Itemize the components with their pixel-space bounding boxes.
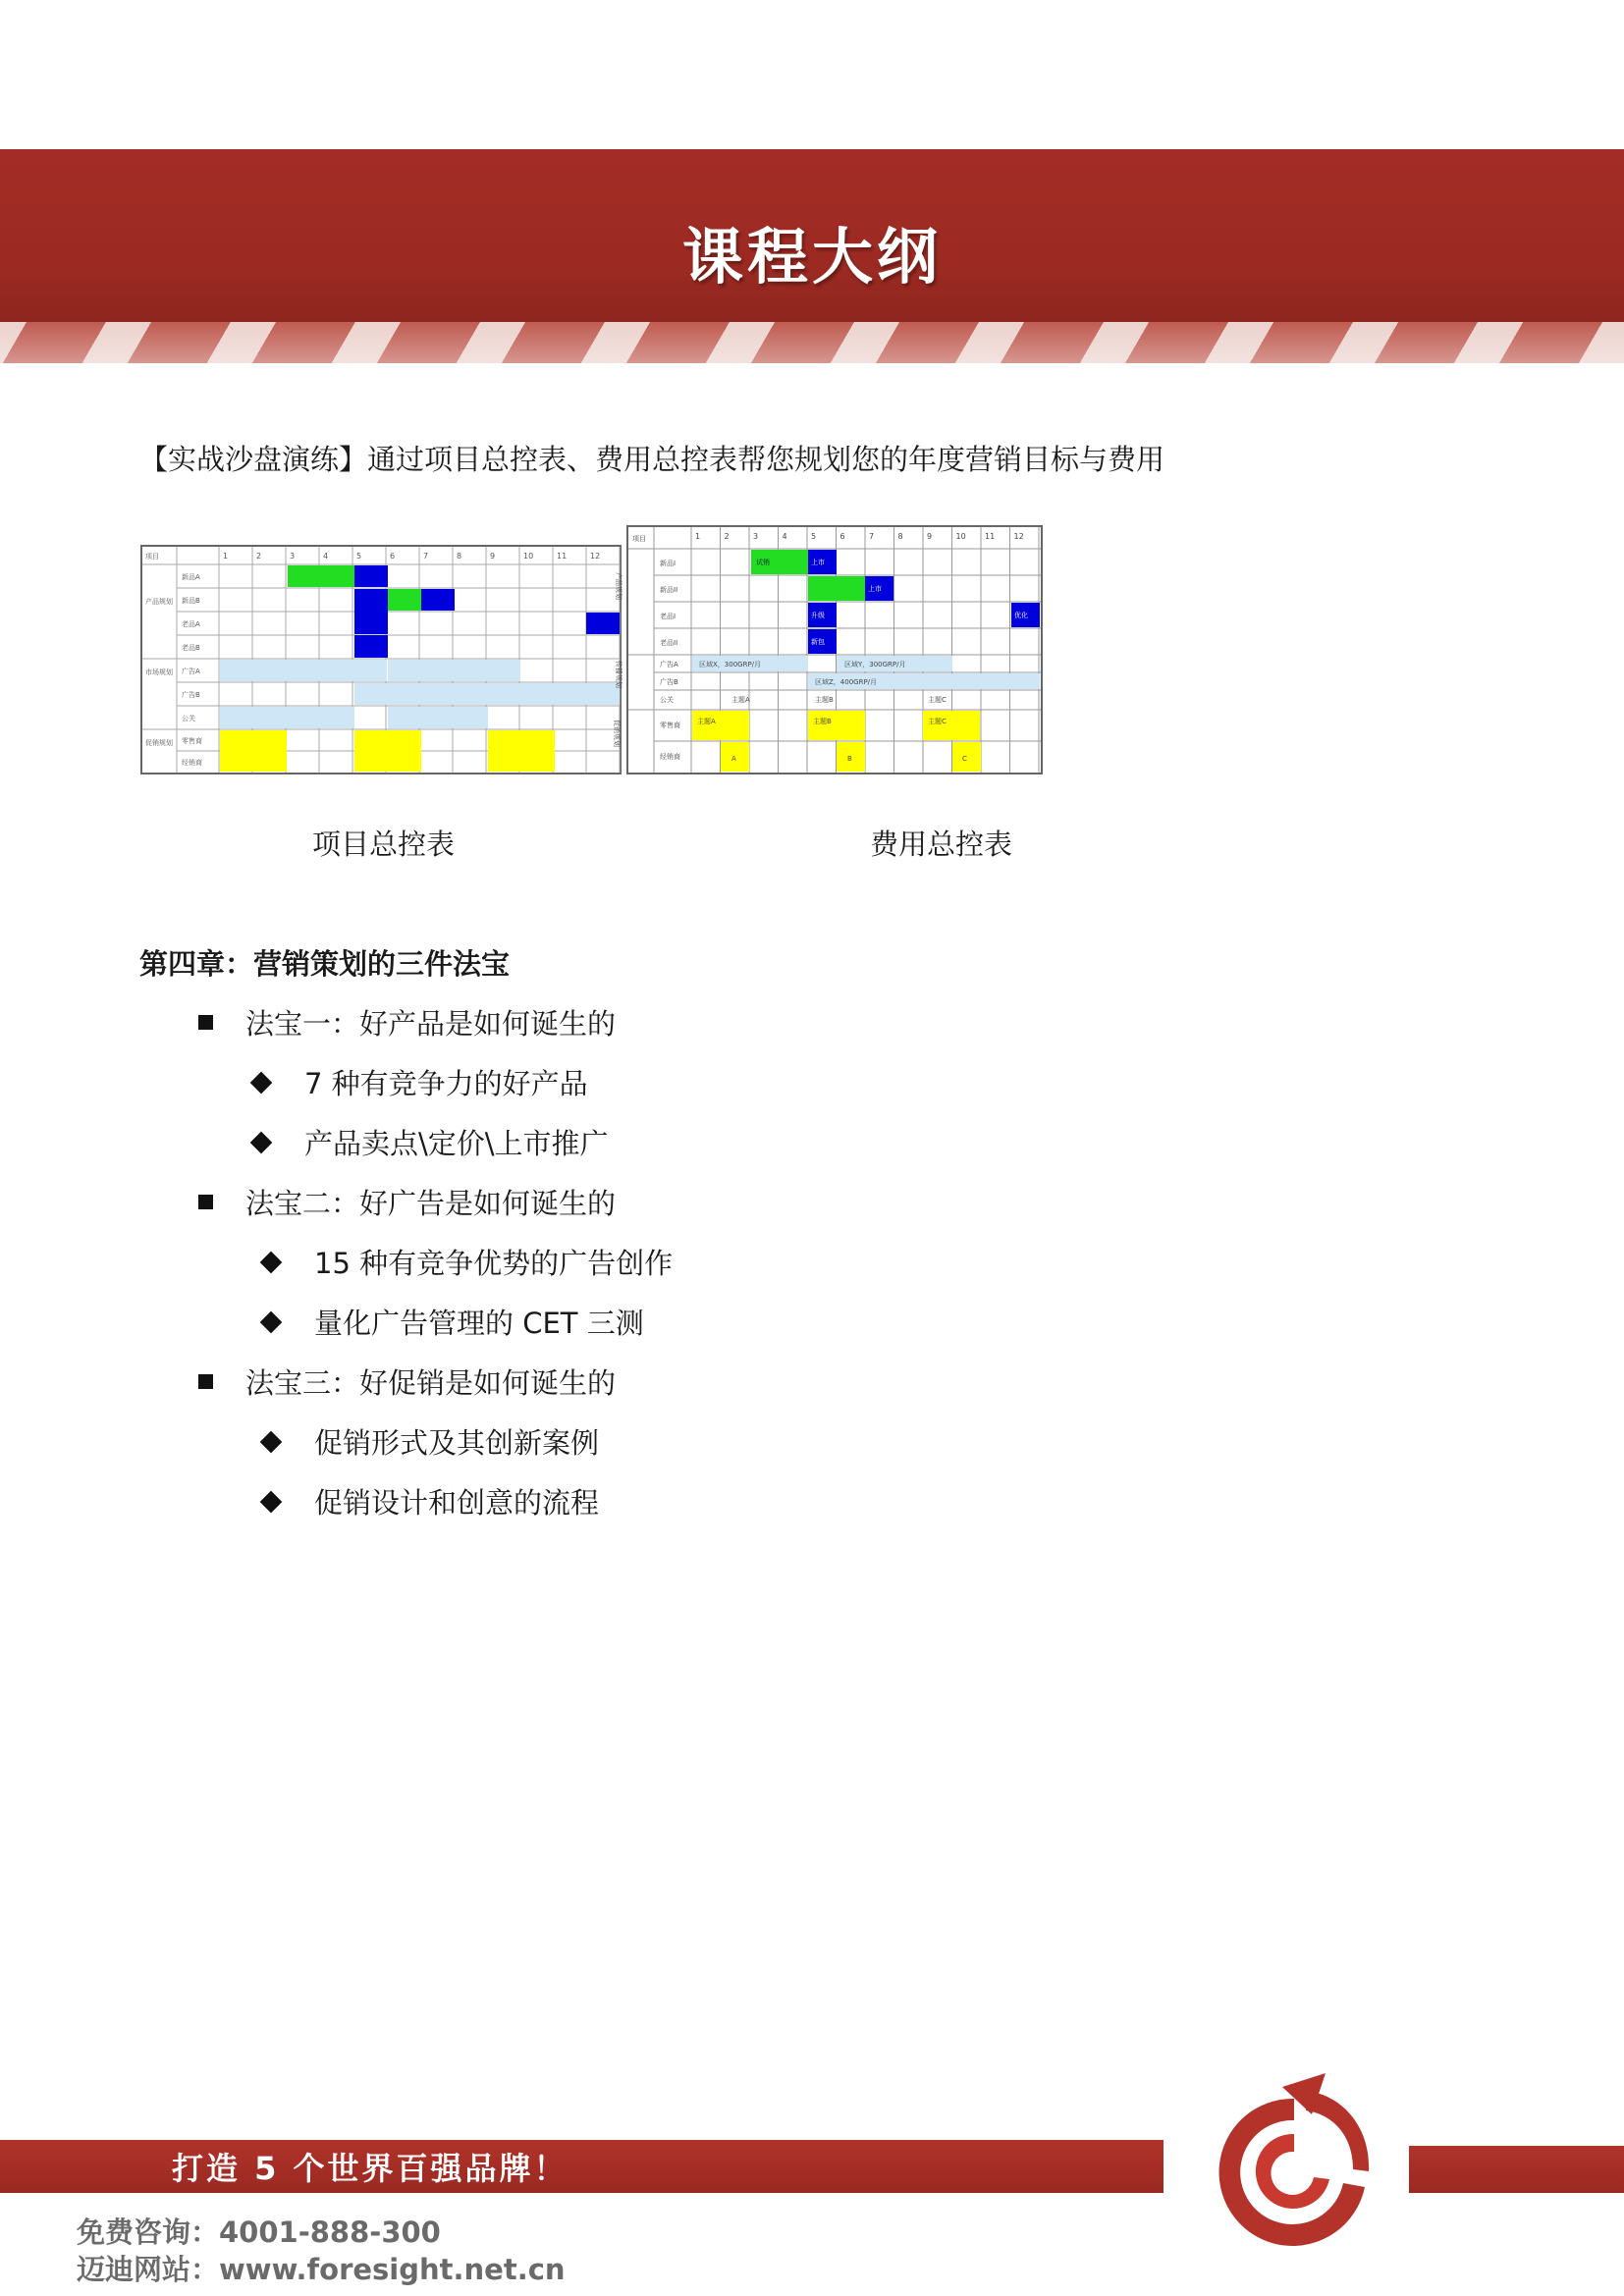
left-corner-label: 项目 (145, 553, 159, 561)
left-group-3: 促销规划 (145, 739, 173, 747)
section-1-item-1: 7 种有竞争力的好产品 (249, 1062, 588, 1102)
left-blue-d (354, 635, 388, 658)
left-lightblue-a (220, 660, 387, 681)
svg-text:新品II: 新品II (660, 586, 678, 594)
svg-text:新品I: 新品I (660, 560, 677, 567)
month-header-label: 10 (523, 552, 534, 561)
svg-text:经销商: 经销商 (182, 759, 202, 767)
footer-band-right (1409, 2146, 1624, 2193)
section-1-item-2: 产品卖点\定价\上市推广 (249, 1122, 609, 1162)
square-bullet-icon (198, 1195, 213, 1209)
left-blue-e (586, 613, 620, 634)
svg-text:主题B: 主题B (813, 718, 832, 725)
month-header-label: 1 (695, 532, 701, 541)
svg-text:上市: 上市 (811, 559, 825, 566)
svg-text:促销规划: 促销规划 (613, 720, 621, 747)
footer-website: 迈迪网站：www.foresight.net.cn (77, 2253, 566, 2286)
section-3-item-1: 促销形式及其创新案例 (259, 1421, 599, 1462)
svg-text:优化: 优化 (1014, 612, 1028, 619)
right-yellow-c (923, 711, 980, 740)
left-blue-a (354, 565, 388, 587)
svg-text:主题C: 主题C (928, 718, 947, 725)
month-header-label: 12 (590, 552, 601, 561)
svg-text:C: C (962, 755, 967, 763)
month-header-label: 2 (724, 532, 730, 541)
header-banner (0, 149, 1624, 322)
svg-text:B: B (847, 755, 852, 763)
cost-control-table (613, 525, 1043, 774)
svg-text:老品II: 老品II (660, 639, 678, 647)
square-bullet-icon (198, 1015, 213, 1030)
right-yellow-b (808, 711, 865, 740)
svg-text:主题A: 主题A (731, 696, 750, 704)
svg-text:经销商: 经销商 (660, 753, 680, 761)
month-header-label: 3 (753, 532, 759, 541)
month-header-label: 10 (955, 532, 966, 541)
section-2-item-1: 15 种有竞争优势的广告创作 (259, 1242, 673, 1282)
section-2: 法宝二：好广告是如何诞生的 (198, 1182, 616, 1222)
svg-text:区域Y，300GRP/月: 区域Y，300GRP/月 (844, 661, 906, 668)
square-bullet-icon (198, 1374, 213, 1389)
month-header-label: 9 (927, 532, 933, 541)
section-1: 法宝一：好产品是如何诞生的 (198, 1002, 616, 1042)
svg-text:老品B: 老品B (182, 644, 200, 652)
footer-slogan: 打造 5 个世界百强品牌！ (172, 2150, 568, 2187)
svg-text:老品A: 老品A (182, 620, 200, 628)
right-table-caption: 费用总控表 (870, 828, 1013, 861)
left-green-a (288, 565, 354, 587)
svg-text:新品B: 新品B (182, 597, 200, 605)
right-yellow-a (692, 711, 749, 740)
right-green-b (808, 576, 865, 601)
month-header-label: 6 (839, 532, 845, 541)
svg-text:主题A: 主题A (697, 718, 716, 725)
svg-text:新包: 新包 (811, 638, 825, 646)
month-header-label: 8 (897, 532, 903, 541)
left-blue-c (354, 589, 388, 634)
svg-text:区域Z，400GRP/月: 区域Z，400GRP/月 (815, 678, 878, 686)
month-header-label: 4 (782, 532, 787, 541)
svg-text:A: A (731, 755, 736, 763)
month-header-label: 2 (256, 552, 262, 561)
month-header-label: 11 (557, 552, 568, 561)
diamond-bullet-icon (260, 1251, 283, 1273)
svg-text:广告B: 广告B (182, 691, 200, 699)
month-header-label: 9 (490, 552, 496, 561)
footer-consult: 免费咨询：4001-888-300 (77, 2216, 441, 2249)
left-group-1: 产品规划 (145, 598, 173, 606)
left-lightblue-b (388, 660, 520, 681)
svg-text:产品规划: 产品规划 (615, 572, 623, 600)
month-header-label: 3 (290, 552, 296, 561)
month-header-label: 1 (223, 552, 229, 561)
project-control-table (140, 545, 622, 774)
svg-text:项目: 项目 (632, 535, 646, 543)
diamond-bullet-icon (260, 1490, 283, 1513)
diamond-bullet-icon (260, 1430, 283, 1453)
left-table-caption: 项目总控表 (312, 828, 456, 861)
svg-text:上市: 上市 (868, 585, 882, 593)
svg-text:升级: 升级 (811, 612, 825, 619)
month-header-label: 5 (811, 532, 817, 541)
svg-text:零售商: 零售商 (182, 737, 202, 745)
svg-text:老品I: 老品I (660, 613, 677, 620)
svg-text:公关: 公关 (182, 715, 195, 722)
left-yellow-a (220, 730, 287, 772)
svg-text:广告B: 广告B (660, 678, 678, 686)
svg-text:新品A: 新品A (182, 573, 200, 581)
left-group-2: 市场规划 (145, 668, 173, 676)
left-yellow-c (488, 730, 555, 772)
diamond-bullet-icon (260, 1310, 283, 1333)
month-header-label: 11 (985, 532, 996, 541)
section-3: 法宝三：好促销是如何诞生的 (198, 1362, 616, 1402)
month-header-label: 12 (1013, 532, 1024, 541)
diamond-bullet-icon (250, 1131, 273, 1153)
month-header-label: 7 (869, 532, 875, 541)
month-header-label: 7 (423, 552, 429, 561)
section-3-item-2: 促销设计和创意的流程 (259, 1481, 599, 1522)
month-header-label: 4 (323, 552, 329, 561)
foresight-logo-icon (1196, 2069, 1392, 2266)
svg-text:传播规划: 传播规划 (615, 661, 623, 688)
month-header-label: 8 (457, 552, 462, 561)
svg-text:区域X，300GRP/月: 区域X，300GRP/月 (699, 661, 762, 668)
svg-text:零售商: 零售商 (660, 721, 680, 729)
svg-text:公关: 公关 (660, 696, 674, 704)
svg-text:广告A: 广告A (182, 667, 200, 675)
left-yellow-b (354, 730, 421, 772)
svg-text:主题B: 主题B (815, 696, 834, 704)
left-green-b (388, 589, 421, 611)
intro-text: 【实战沙盘演练】通过项目总控表、费用总控表帮您规划您的年度营销目标与费用 (139, 443, 1165, 476)
left-lightblue-c (354, 683, 620, 705)
svg-text:广告A: 广告A (660, 661, 678, 668)
page-title: 课程大纲 (681, 221, 942, 293)
left-lightblue-e (388, 707, 488, 728)
left-blue-b (421, 589, 455, 611)
diamond-bullet-icon (250, 1071, 273, 1094)
left-lightblue-d (220, 707, 354, 728)
section-2-item-2: 量化广告管理的 CET 三测 (259, 1302, 644, 1342)
month-header-label: 6 (390, 552, 396, 561)
chapter-title: 第四章：营销策划的三件法宝 (139, 947, 511, 981)
svg-text:主题C: 主题C (928, 696, 947, 704)
svg-text:试销: 试销 (756, 559, 770, 566)
month-header-label: 5 (356, 552, 362, 561)
